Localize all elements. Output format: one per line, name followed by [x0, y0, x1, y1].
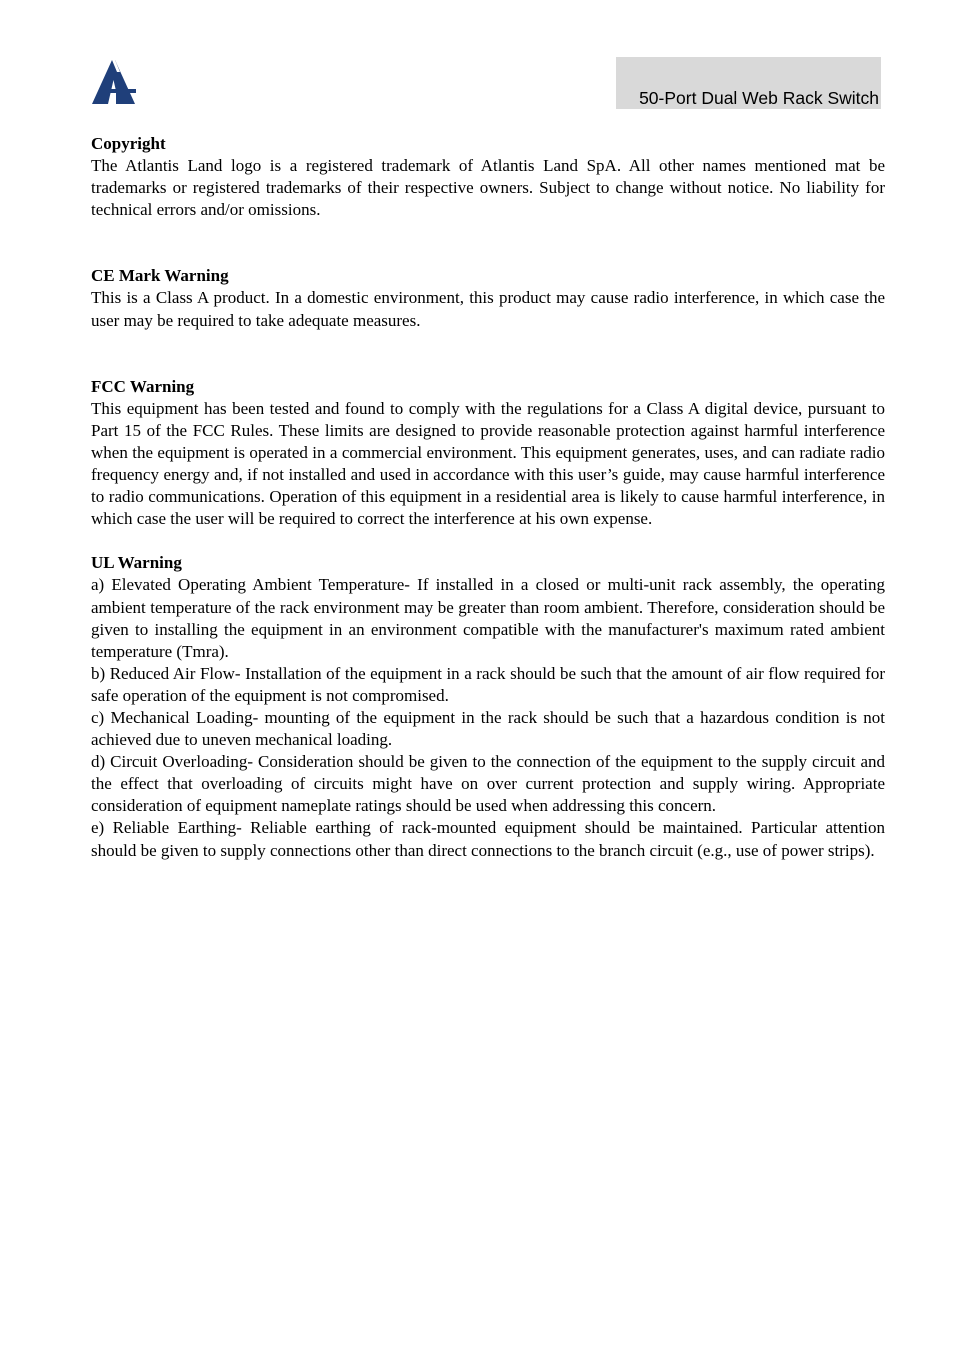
ce-text: This is a Class A product. In a domestic environment, this product may cause radio interference, in which case the user may be required to take adequate measures.	[91, 288, 885, 330]
fcc-heading: FCC Warning	[91, 376, 195, 396]
copyright-text: The Atlantis Land logo is a registered trademark of Atlantis Land SpA. All other names mentioned mat be trademarks or registered trademarks of their respective owners. Subject to change without notice. No liability for technical errors and/or omissions.	[91, 156, 885, 220]
ul-item-a: a) Elevated Operating Ambient Temperature- If installed in a closed or multi-unit rack assembly, the operating ambient temperature of the rack environment may be greater than room ambient. Therefore, consideration should be given to installing the equipment in an environment compatible with the manufacturer's maximum rated ambient temperature (Tmra).	[91, 575, 885, 661]
ul-heading: UL Warning	[91, 553, 182, 573]
ul-item-e: e) Reliable Earthing- Reliable earthing of rack-mounted equipment should be maintained. Particular attention should be given to supply connections other than direct connections to the branch circuit (e.g., use of power strips).	[91, 818, 885, 860]
document-body	[91, 133, 885, 862]
fcc-text: This equipment has been tested and found to comply with the regulations for a Class A digital device, pursuant to Part 15 of the FCC Rules. These limits are designed to provide reasonable protection against harmful interference when the equipment is operated in a commercial environment. This equipment generates, uses, and can radiate radio frequency energy and, if not installed and used in accordance with this user’s guide, may cause harmful interference to radio communications. Operation of this equipment in a residential area is likely to cause harmful interference, in which case the user will be required to correct the interference at his own expense.	[91, 398, 885, 529]
ul-item-b: b) Reduced Air Flow- Installation of the equipment in a rack should be such that the amount of air flow required for safe operation of the equipment is not compromised.	[91, 663, 885, 705]
document-title: 50-Port Dual Web Rack Switch	[639, 88, 879, 108]
fcc-warning-section	[91, 376, 885, 531]
atlantis-land-logo-icon	[90, 58, 138, 106]
ce-warning-section	[91, 265, 885, 331]
copyright-section	[91, 133, 885, 221]
copyright-heading: Copyright	[91, 134, 166, 153]
ce-heading: CE Mark Warning	[91, 266, 229, 286]
ul-item-d: d) Circuit Overloading- Consideration should be given to the connection of the equipment to the supply circuit and the effect that overloading of circuits might have on over current protection and supply wiring. Appropriate consideration of equipment nameplate ratings should be used when addressing this concern.	[91, 752, 885, 816]
header-title-box	[616, 57, 881, 109]
ul-warning-section	[91, 552, 885, 861]
ul-item-c: c) Mechanical Loading- mounting of the equipment in the rack should be such that a hazardous condition is not achieved due to uneven mechanical loading.	[91, 707, 885, 750]
